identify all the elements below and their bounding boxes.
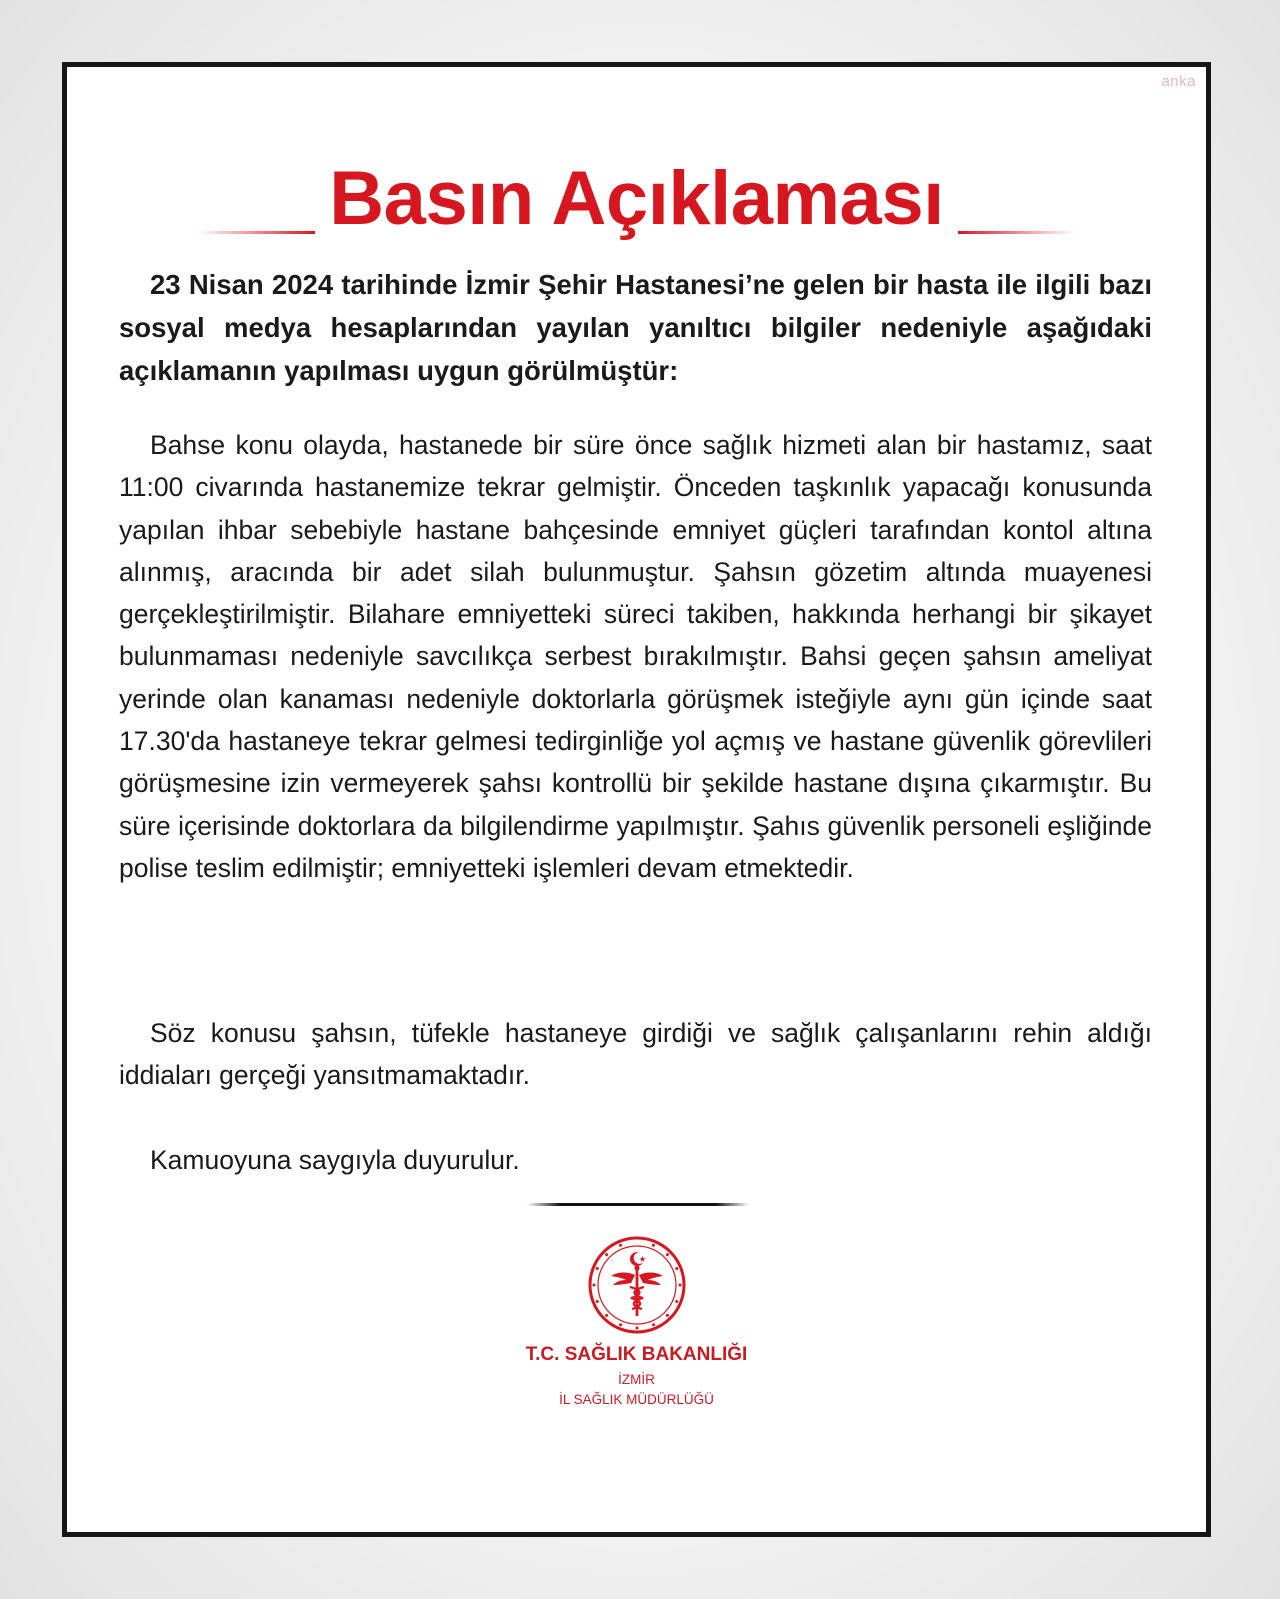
emblem-star-dot — [605, 1253, 608, 1256]
page-title: Basın Açıklaması — [329, 156, 944, 241]
emblem-star-dot — [619, 1244, 622, 1247]
title-left-rule — [197, 231, 315, 234]
title-right-rule — [958, 231, 1076, 234]
emblem-star-dot — [636, 1327, 639, 1330]
emblem-star-dot — [679, 1284, 682, 1287]
emblem-star-dot — [666, 1314, 669, 1317]
intro-paragraph: 23 Nisan 2024 tarihinde İzmir Şehir Hastanesi’ne gelen bir hasta ile ilgili bazı sosyal medya hesaplarından yayılan yanıltıcı bilgiler nedeniyle aşağıdaki açıklamanın yapılması uygun görülmüştür: — [119, 269, 1152, 386]
closing-paragraph: Kamuoyuna saygıyla duyurulur. — [150, 1145, 520, 1175]
emblem-star-dot — [652, 1244, 655, 1247]
emblem-star-dot — [593, 1284, 596, 1287]
organization-name: T.C. SAĞLIK BAKANLIĞI — [525, 1344, 748, 1365]
organization-city: İZMİR — [618, 1372, 655, 1387]
title-row — [67, 156, 1206, 241]
ministry-of-health-emblem-icon — [587, 1235, 687, 1335]
emblem-star-dot — [596, 1267, 599, 1270]
organization-department: İL SAĞLIK MÜDÜRLÜĞÜ — [559, 1392, 714, 1407]
signature-separator — [527, 1203, 749, 1206]
body-paragraph-2: Söz konusu şahsın, tüfekle hastaneye girdiği ve sağlık çalışanlarını rehin aldığı iddiaları gerçeği yansıtmamaktadır. — [119, 1018, 1152, 1091]
emblem-star-dot — [619, 1323, 622, 1326]
emblem-star-dot — [675, 1300, 678, 1303]
press-release-frame — [62, 62, 1211, 1537]
emblem-star-dot — [652, 1323, 655, 1326]
emblem-star-dot — [605, 1314, 608, 1317]
emblem-star-dot — [666, 1253, 669, 1256]
body-paragraph-1: Bahse konu olayda, hastanede bir süre önce sağlık hizmeti alan bir hastamız, saat 11:00 civarında hastanemize tekrar gelmiştir. Önceden taşkınlık yapacağı konusunda yapılan ihbar sebebiyle hastane bahçesinde emniyet güçleri tarafından kontol altına alınmış, aracında bir adet silah bulunmuştur. Şahsın gözetim altında muayenesi gerçekleştirilmiştir. Bilahare emniyetteki süreci takiben, hakkında herhangi bir şikayet bulunmaması nedeniyle savcılıkça serbest bırakılmıştır. Bahsi geçen şahsın ameliyat yerinde olan kanaması nedeniyle doktorlarla görüşmek isteğiyle aynı gün içinde saat 17.30'da hastaneye tekrar gelmesi tedirginliğe yol açmış ve hastane güvenlik görevlileri görüşmesine izin vermeyerek şahsı kontrollü bir şekilde hastane dışına çıkarmıştır. Bu süre içerisinde doktorlara da bilgilendirme yapılmıştır. Şahıs güvenlik personeli eşliğinde polise teslim edilmiştir; emniyetteki işlemleri devam etmektedir. — [119, 430, 1152, 883]
emblem-star-dot — [596, 1300, 599, 1303]
emblem-star-dot — [675, 1267, 678, 1270]
agency-watermark: anka — [1161, 73, 1196, 90]
